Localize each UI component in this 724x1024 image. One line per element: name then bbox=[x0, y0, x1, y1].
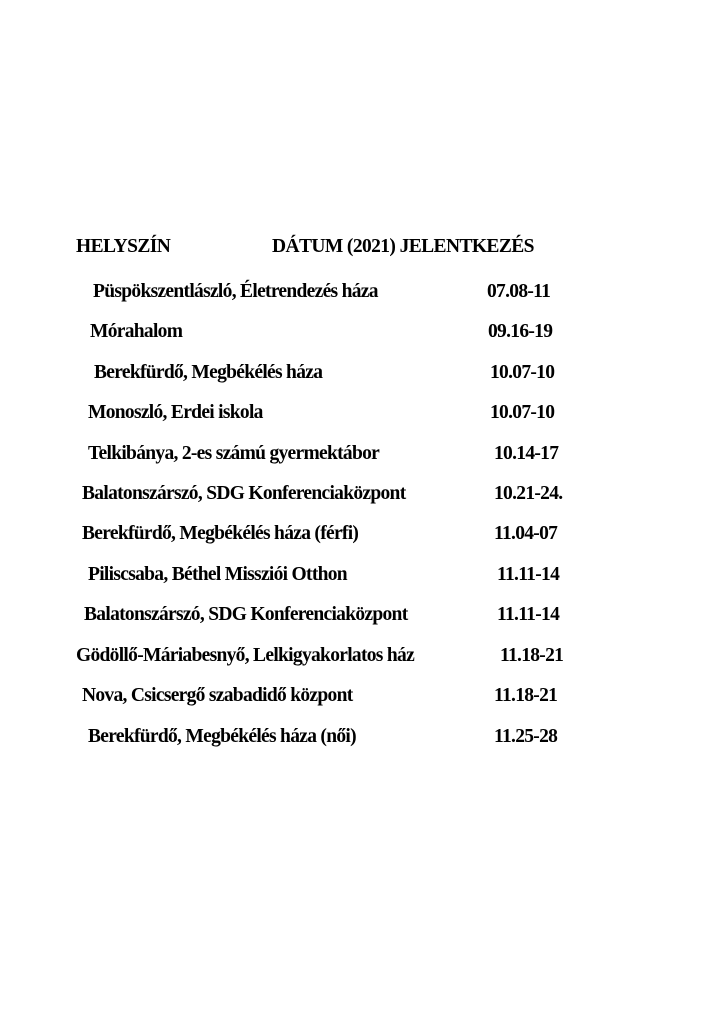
row-place: Berekfürdő, Megbékélés háza (női) bbox=[88, 726, 356, 747]
table-header bbox=[0, 236, 724, 266]
row-date: 11.18-21 bbox=[494, 685, 558, 706]
table-row bbox=[0, 281, 724, 311]
row-date: 11.04-07 bbox=[494, 523, 558, 544]
row-place: Nova, Csicsergő szabadidő központ bbox=[82, 685, 353, 706]
row-place: Balatonszárszó, SDG Konferenciaközpont bbox=[84, 604, 408, 625]
row-date: 11.25-28 bbox=[494, 726, 558, 747]
table-row bbox=[0, 443, 724, 473]
header-place-label: HELYSZÍN bbox=[76, 236, 171, 257]
row-date: 11.11-14 bbox=[497, 604, 560, 625]
row-place: Monoszló, Erdei iskola bbox=[88, 402, 263, 423]
row-date: 10.07-10 bbox=[490, 362, 555, 383]
table-row bbox=[0, 726, 724, 756]
table-row bbox=[0, 483, 724, 513]
table-row bbox=[0, 604, 724, 634]
row-date: 10.14-17 bbox=[494, 443, 559, 464]
header-date-label: DÁTUM (2021) JELENTKEZÉS bbox=[272, 236, 534, 257]
table-row bbox=[0, 523, 724, 553]
row-place: Piliscsaba, Béthel Missziói Otthon bbox=[88, 564, 347, 585]
table-row bbox=[0, 402, 724, 432]
row-place: Berekfürdő, Megbékélés háza (férfi) bbox=[82, 523, 359, 544]
row-date: 09.16-19 bbox=[488, 321, 553, 342]
table-row bbox=[0, 362, 724, 392]
row-place: Mórahalom bbox=[90, 321, 183, 342]
row-place: Telkibánya, 2-es számú gyermektábor bbox=[88, 443, 380, 464]
table-row bbox=[0, 645, 724, 675]
row-date: 07.08-11 bbox=[487, 281, 551, 302]
row-place: Püspökszentlászló, Életrendezés háza bbox=[93, 281, 378, 302]
row-date: 11.11-14 bbox=[497, 564, 560, 585]
row-date: 10.21-24. bbox=[494, 483, 563, 504]
table-row bbox=[0, 564, 724, 594]
table-row bbox=[0, 685, 724, 715]
row-place: Balatonszárszó, SDG Konferenciaközpont bbox=[82, 483, 406, 504]
row-date: 11.18-21 bbox=[500, 645, 564, 666]
table-row bbox=[0, 321, 724, 351]
row-place: Berekfürdő, Megbékélés háza bbox=[94, 362, 323, 383]
row-date: 10.07-10 bbox=[490, 402, 555, 423]
row-place: Gödöllő-Máriabesnyő, Lelkigyakorlatos ház bbox=[76, 645, 415, 666]
